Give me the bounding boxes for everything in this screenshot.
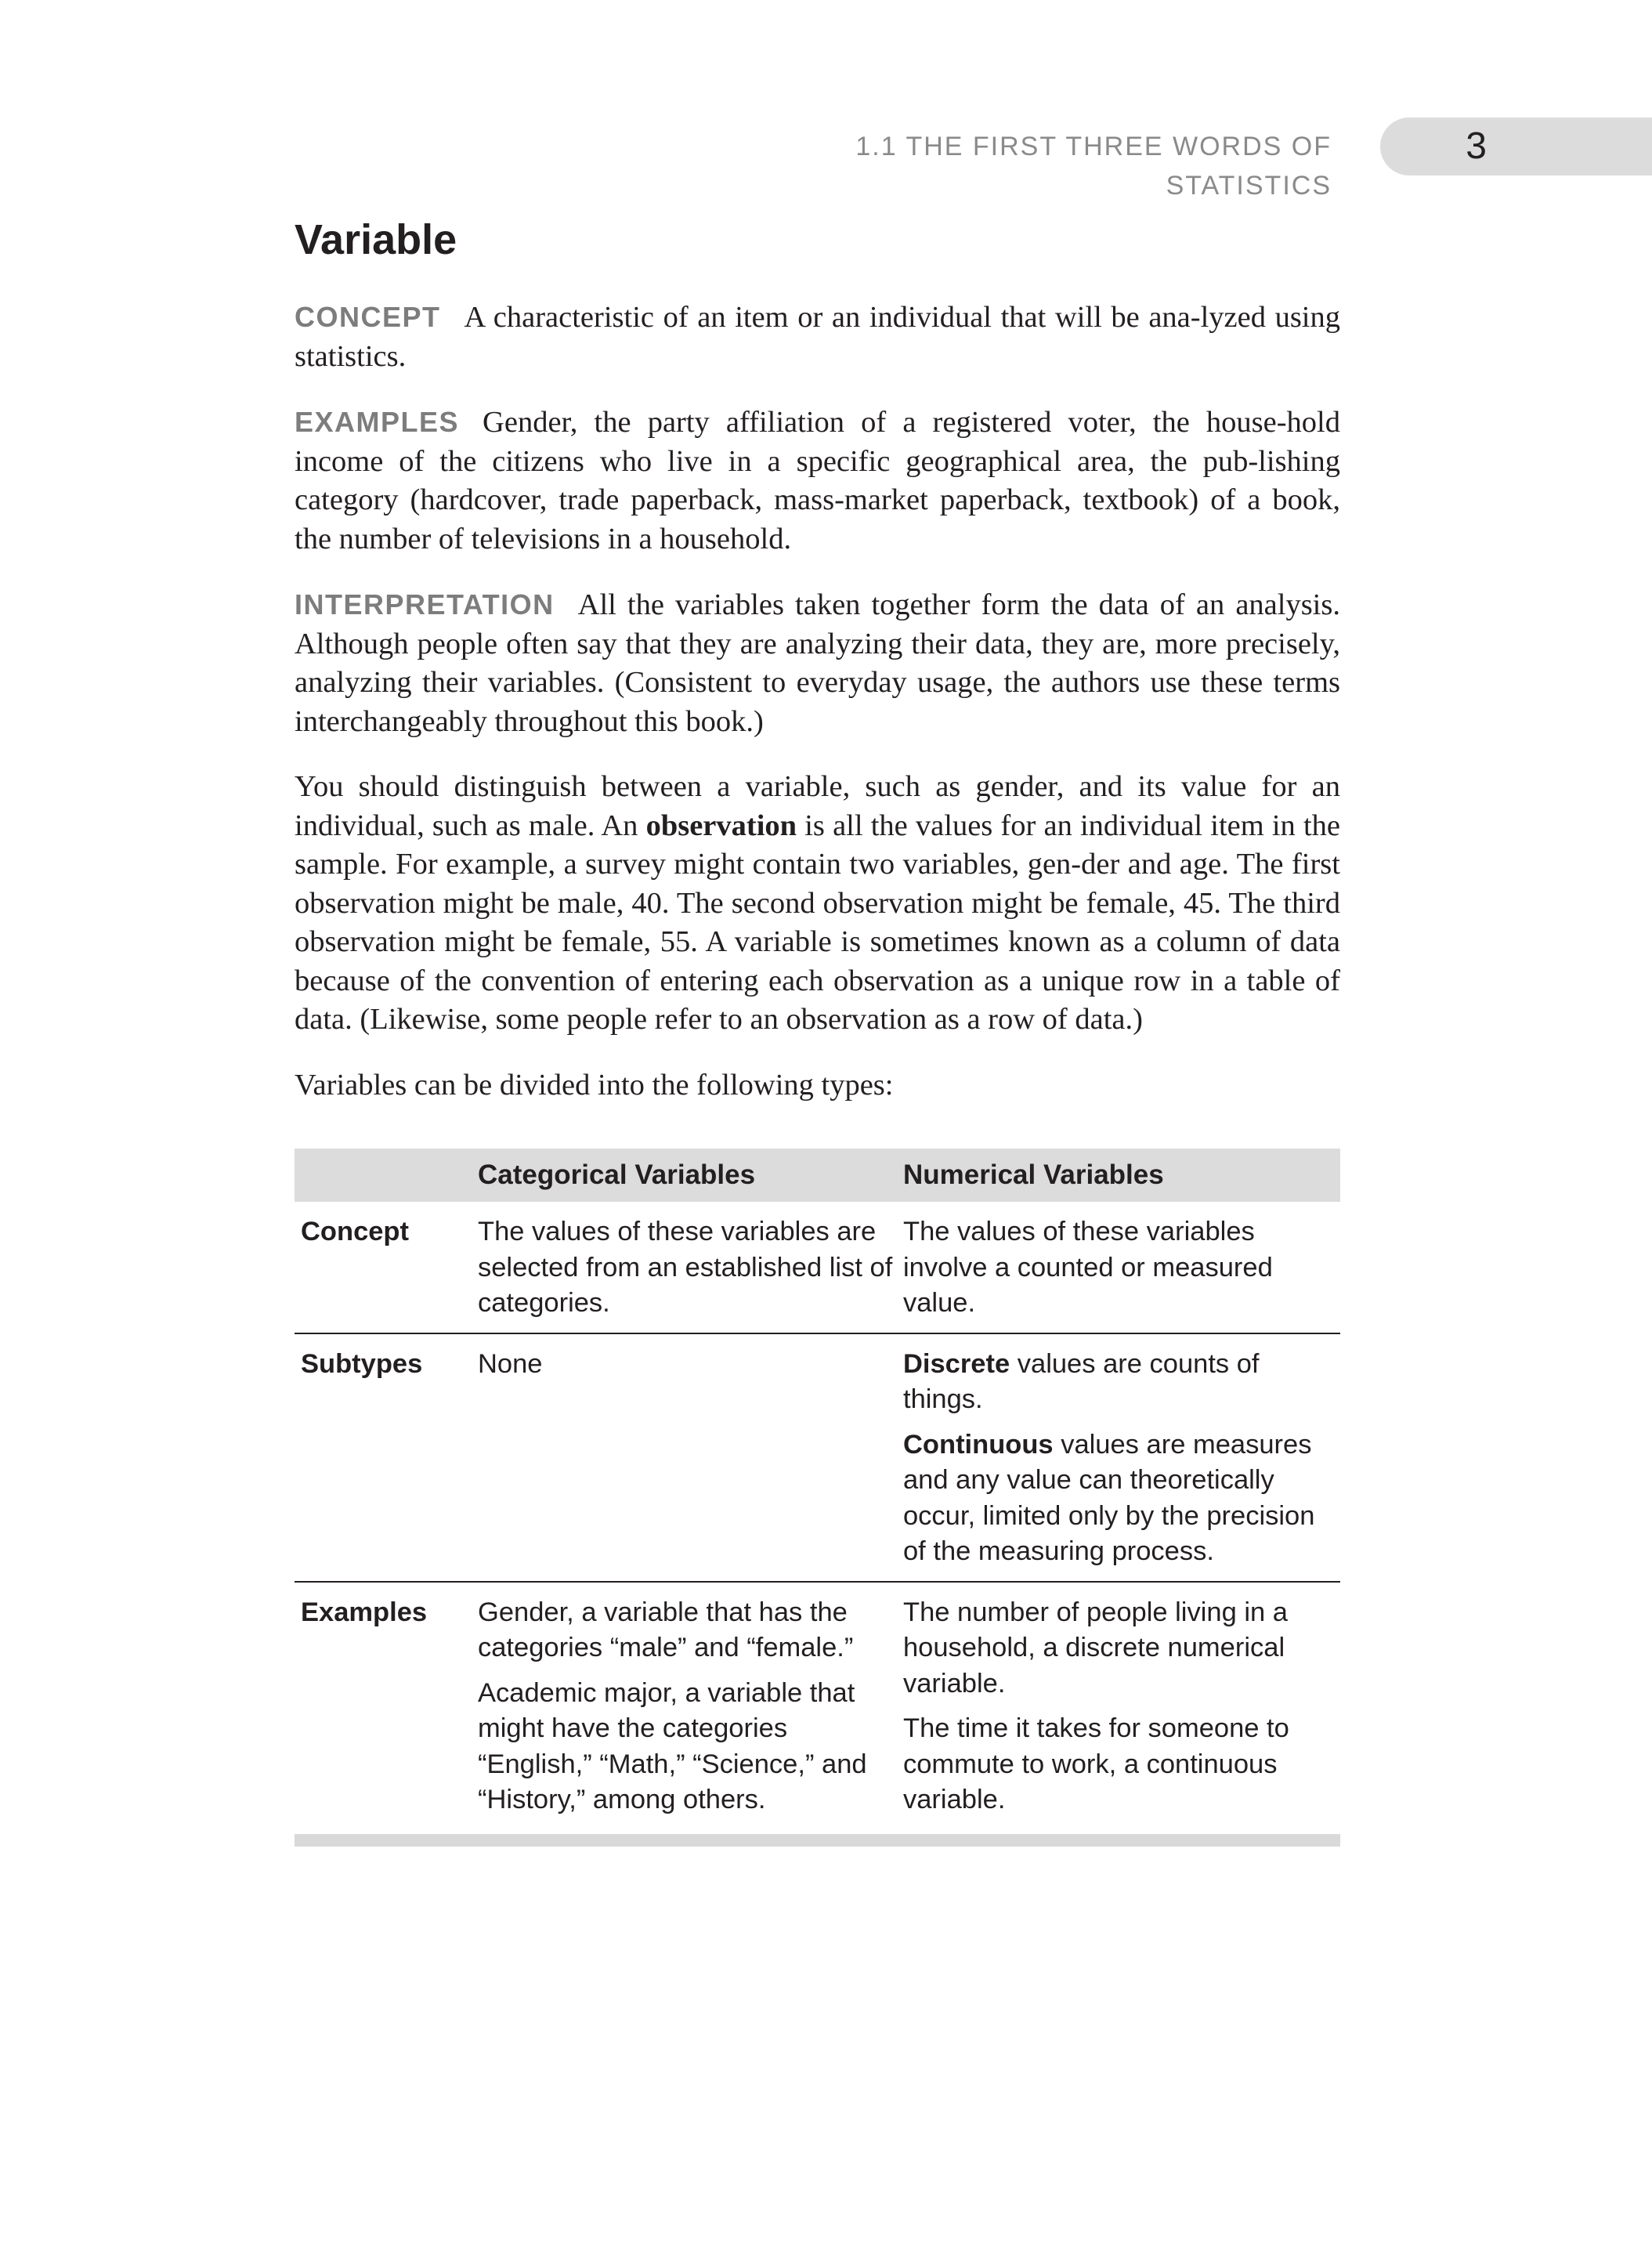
examples-text: Gender, the party affiliation of a registered voter, the house-hold income of the citizens who live in a specific geographical area, the pub-lishing category (hardcover, trade paperback, mass-market paperback, textbook) of a book, the number of televisions in a household.: [295, 406, 1340, 555]
interpretation-paragraph: [295, 585, 1340, 741]
table-header-numerical: Numerical Variables: [903, 1149, 1340, 1202]
row-label-examples: Examples: [301, 1597, 428, 1627]
table-bottom-rule: [295, 1834, 1340, 1847]
cell-examples-numerical: [903, 1582, 1340, 1834]
discrete-term: Discrete: [903, 1348, 1010, 1379]
cell-concept-categorical: [478, 1202, 903, 1333]
cell-text: Gender, a variable that has the categories “male” and “female.”: [478, 1597, 854, 1662]
cell-text: The time it takes for someone to commute to work, a continuous variable.: [903, 1713, 1289, 1814]
observation-term: observation: [645, 809, 797, 842]
page-content: [295, 208, 1340, 1847]
concept-label: CONCEPT: [295, 301, 441, 333]
cell-examples-categorical: [478, 1582, 903, 1834]
table-header-row: [295, 1149, 1340, 1202]
concept-text: A characteristic of an item or an individual that will be ana-lyzed using statistics.: [295, 301, 1340, 373]
discrete-text: values are counts of things.: [903, 1348, 1260, 1414]
cell-text: The values of these variables are selected from an established list of categories.: [478, 1217, 893, 1318]
table-header-blank: [295, 1149, 478, 1202]
table-row-examples: [295, 1582, 1340, 1834]
continuous-term: Continuous: [903, 1429, 1054, 1460]
observation-paragraph: [295, 768, 1340, 1040]
observation-text-before: You should distinguish between a variable, such as gender, and its value for an individual, such as male. An: [295, 770, 1340, 842]
table-row-concept: [295, 1202, 1340, 1333]
variable-types-table: [295, 1149, 1340, 1834]
cell-text: None: [478, 1348, 543, 1379]
cell-text: Academic major, a variable that might have the categories “English,” “Math,” “Science,” and “History,” among others.: [478, 1677, 867, 1814]
page-number-tab: [1380, 118, 1652, 175]
running-head: 1.1 THE FIRST THREE WORDS OF STATISTICS: [855, 132, 1332, 201]
interpretation-label: INTERPRETATION: [295, 588, 555, 620]
cell-subtypes-numerical: [903, 1333, 1340, 1582]
examples-label: EXAMPLES: [295, 406, 460, 438]
page-number: 3: [1466, 125, 1487, 167]
concept-paragraph: [295, 298, 1340, 376]
row-label-concept: Concept: [295, 1202, 478, 1333]
cell-text: The number of people living in a household, a discrete numerical variable.: [903, 1597, 1288, 1699]
continuous-definition: [903, 1427, 1332, 1570]
cell-subtypes-categorical: [478, 1333, 903, 1582]
table-row-subtypes: [295, 1333, 1340, 1582]
types-intro: Variables can be divided into the following types:: [295, 1068, 894, 1102]
continuous-text: values are measures and any value can theoretically occur, limited only by the precision of the measuring process.: [903, 1429, 1315, 1566]
observation-text-after: is all the values for an individual item in the sample. For example, a survey might contain two variables, gen-der and age. The first observation might be male, 40. The second observation might be female, 45. The third observation might be female, 55. A variable is sometimes known as a column of data because of the convention of entering each observation as a unique row in a table of data. (Likewise, some people refer to an observation as a row of data.): [295, 809, 1340, 1036]
discrete-definition: [903, 1347, 1332, 1418]
table-header-categorical: Categorical Variables: [478, 1149, 903, 1202]
cell-text: The values of these variables involve a counted or measured value.: [903, 1217, 1273, 1318]
interpretation-text: All the variables taken together form the data of an analysis. Although people often say that they are analyzing their data, they are, more precisely, analyzing their variables. (Consistent to everyday usage, the authors use these terms interchangeably throughout this book.): [295, 588, 1340, 738]
examples-paragraph: [295, 403, 1340, 559]
row-label-subtypes: Subtypes: [295, 1333, 478, 1582]
section-title: Variable: [295, 216, 457, 263]
cell-concept-numerical: [903, 1202, 1340, 1333]
